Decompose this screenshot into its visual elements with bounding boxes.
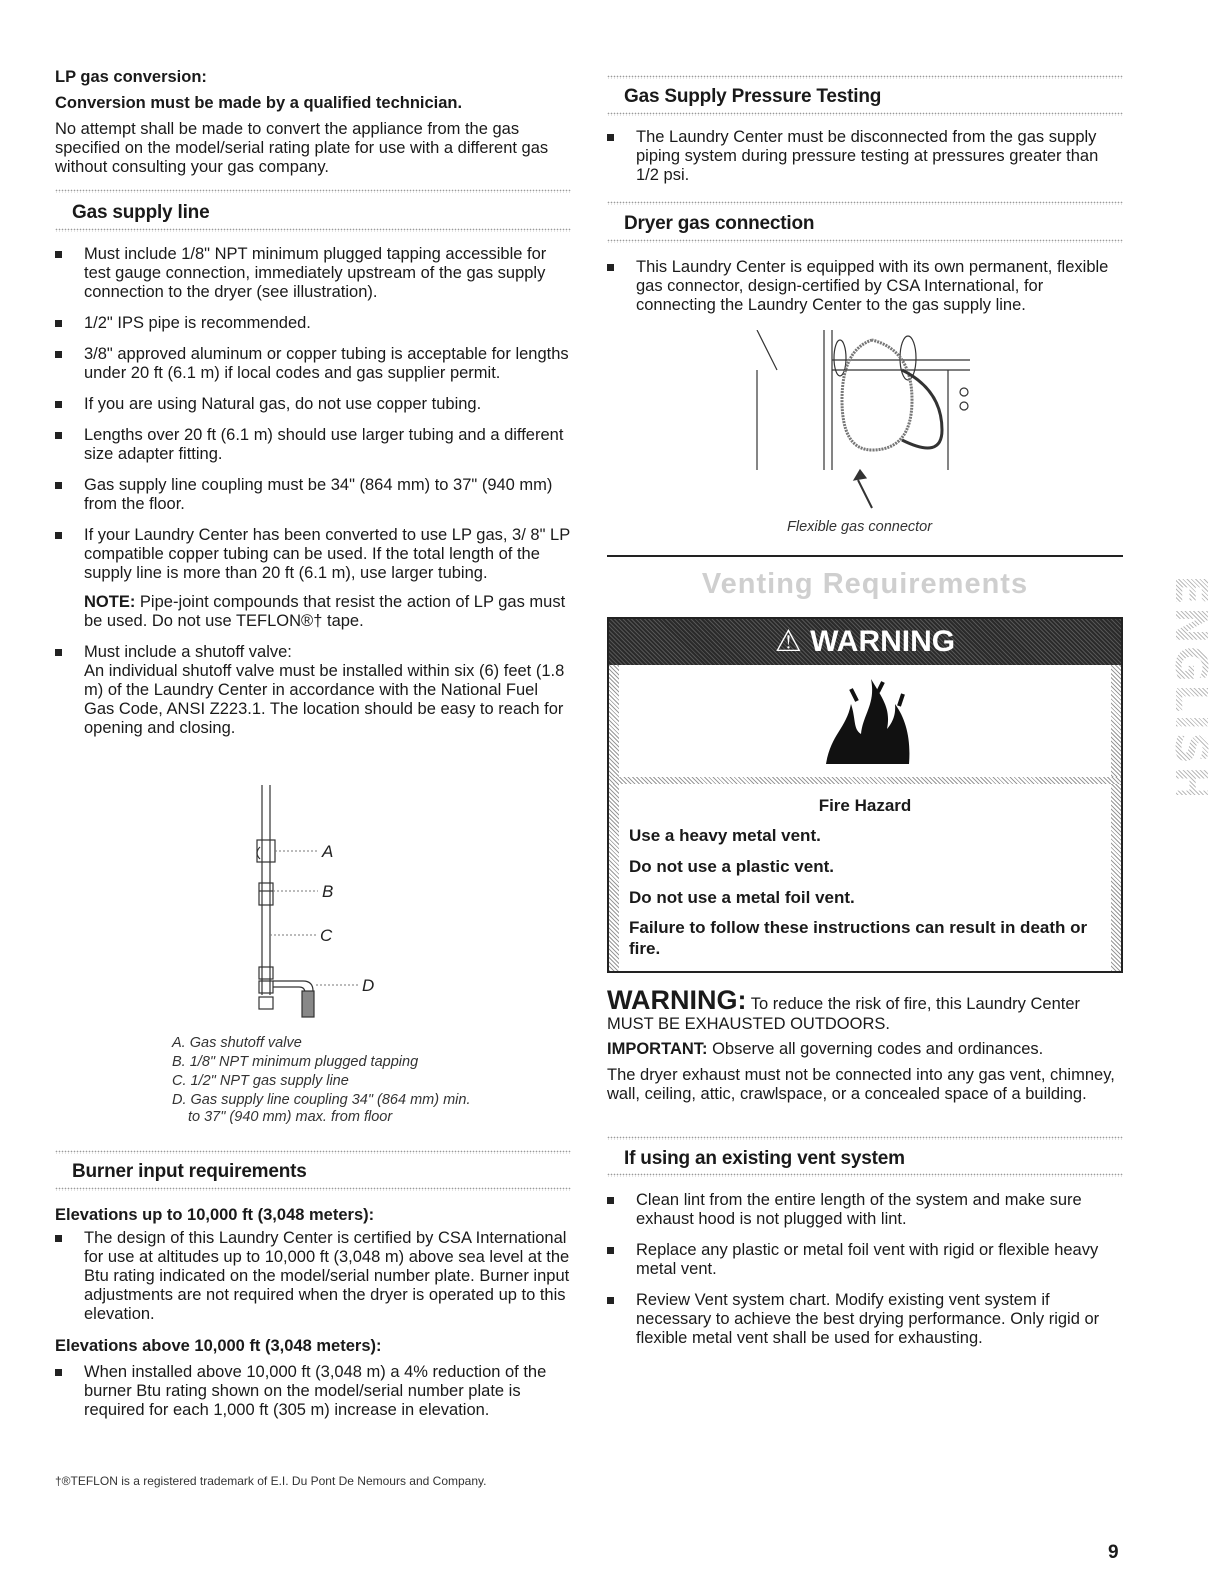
list-item: When installed above 10,000 ft (3,048 m) a 4% reduction of the burner Btu rating shown on the model/serial number plate is required for each 1,000 ft (305 m) increase in elevation.	[55, 1363, 571, 1420]
list-item: Review Vent system chart. Modify existing vent system if necessary to achieve the best drying performance. Only rigid or flexible metal vent shall be used for exhausting.	[607, 1291, 1123, 1348]
bullet-icon	[55, 649, 62, 656]
list-item: Must include a shutoff valve: An individual shutoff valve must be installed within six (6) feet (1.8 m) of the Laundry Center in accordance with the National Fuel Gas Code, ANSI Z223.1. The location should be easy to reach for opening and closing.	[55, 643, 571, 738]
caption-c: C. 1/2" NPT gas supply line	[172, 1073, 349, 1089]
bullet-icon	[607, 134, 614, 141]
divider	[607, 1173, 1123, 1177]
flexible-connector-illustration	[752, 330, 982, 510]
lp-subheading: Conversion must be made by a qualified technician.	[55, 94, 463, 112]
divider	[607, 1136, 1123, 1140]
label-c: C	[320, 926, 333, 945]
connector-caption: Flexible gas connector	[787, 519, 933, 535]
list-item: If you are using Natural gas, do not use copper tubing.	[55, 395, 571, 414]
list-item: The design of this Laundry Center is certified by CSA International for use at altitudes up to 10,000 ft (3,048 m) above sea level at the Btu rating indicated on the model/serial number plate. Burner input adjustments are not required when the dryer is operated up to this elevation.	[55, 1229, 571, 1324]
divider	[55, 189, 571, 193]
hatch-border	[1111, 665, 1121, 971]
divider	[607, 201, 1123, 205]
divider	[55, 1150, 571, 1154]
label-a: A	[322, 842, 334, 861]
warning-box	[607, 617, 1123, 973]
burner-list-2	[55, 1363, 571, 1420]
gas-supply-heading: Gas supply line	[72, 202, 210, 223]
existing-vent-list	[607, 1191, 1123, 1348]
bullet-icon	[55, 1235, 62, 1242]
lp-text: No attempt shall be made to convert the appliance from the gas specified on the model/serial rating plate for use with a different gas without consulting your gas company.	[55, 120, 549, 176]
footnote: †®TEFLON is a registered trademark of E.I. Du Pont De Nemours and Company.	[55, 1474, 487, 1488]
hatch-border	[609, 665, 619, 971]
important-note: IMPORTANT: Observe all governing codes and ordinances.	[607, 1040, 1044, 1058]
burner-list-1	[55, 1229, 571, 1324]
label-b: B	[322, 882, 334, 901]
warning-triangle-icon: ⚠	[774, 625, 802, 658]
caption-d: D. Gas supply line coupling 34" (864 mm) min.	[172, 1092, 471, 1108]
pressure-list	[607, 128, 1123, 185]
bullet-icon	[607, 1247, 614, 1254]
bullet-icon	[55, 401, 62, 408]
bullet-icon	[55, 351, 62, 358]
bullet-icon	[55, 1369, 62, 1376]
fire-icon	[821, 674, 921, 769]
bullet-icon	[55, 532, 62, 539]
list-item: Replace any plastic or metal foil vent with rigid or flexible heavy metal vent.	[607, 1241, 1123, 1279]
list-item: Gas supply line coupling must be 34" (864 mm) to 37" (940 mm) from the floor.	[55, 476, 571, 514]
list-item: If your Laundry Center has been converted to use LP gas, 3/ 8" LP compatible copper tubing can be used. If the total length of the supply line is more than 20 ft (6.1 m), use larger tubing.	[55, 526, 571, 583]
gas-pipe-illustration	[240, 785, 390, 1020]
lp-heading: LP gas conversion:	[55, 68, 207, 86]
bullet-icon	[607, 1197, 614, 1204]
list-item: Clean lint from the entire length of the system and make sure exhaust hood is not plugged with lint.	[607, 1191, 1123, 1229]
list-item: Lengths over 20 ft (6.1 m) should use larger tubing and a different size adapter fitting.	[55, 426, 571, 464]
existing-vent-heading: If using an existing vent system	[624, 1148, 905, 1169]
side-tab-english: ENGLISH	[1152, 575, 1212, 795]
divider	[607, 555, 1123, 557]
divider	[607, 239, 1123, 243]
bullet-icon	[55, 251, 62, 258]
burner-sub1: Elevations up to 10,000 ft (3,048 meters):	[55, 1206, 375, 1224]
list-item: Must include 1/8" NPT minimum plugged tapping accessible for test gauge connection, immediately upstream of the gas supply connection to the dryer (see illustration).	[55, 245, 571, 302]
divider	[55, 1187, 571, 1191]
bullet-icon	[607, 1297, 614, 1304]
burner-sub2: Elevations above 10,000 ft (3,048 meters):	[55, 1337, 382, 1355]
fire-hazard: Fire Hazard	[818, 796, 912, 815]
page-number: 9	[1108, 1542, 1119, 1563]
divider	[607, 75, 1123, 79]
divider	[55, 228, 571, 232]
gas-supply-list	[55, 245, 571, 738]
bullet-icon	[55, 320, 62, 327]
list-item: The Laundry Center must be disconnected from the gas supply piping system during pressure testing at pressures greater than 1/2 psi.	[607, 128, 1123, 185]
caption-b: B. 1/8" NPT minimum plugged tapping	[172, 1054, 419, 1070]
list-item: 3/8" approved aluminum or copper tubing is acceptable for lengths under 20 ft (6.1 m) if local codes and gas supplier permit.	[55, 345, 571, 383]
caption-a: A. Gas shutoff valve	[172, 1035, 302, 1051]
caption-d2: to 37" (940 mm) max. from floor	[188, 1109, 393, 1125]
dryer-gas-list	[607, 258, 1123, 315]
warning-exhaust: WARNING: To reduce the risk of fire, this Laundry Center MUST BE EXHAUSTED OUTDOORS.	[607, 985, 1081, 1033]
warning-line: Use a heavy metal vent.	[629, 826, 821, 845]
warning-banner: ⚠ WARNING	[609, 619, 1121, 665]
bullet-icon	[607, 264, 614, 271]
dryer-gas-heading: Dryer gas connection	[624, 213, 815, 234]
list-item: This Laundry Center is equipped with its own permanent, flexible gas connector, design-certified by CSA International, for connecting the Laundry Center to the gas supply line.	[607, 258, 1123, 315]
note: NOTE: Pipe-joint compounds that resist the action of LP gas must be used. Do not use TEFLON®† tape.	[84, 593, 566, 630]
venting-title: Venting Requirements	[701, 568, 1029, 600]
warning-failure: Failure to follow these instructions can result in death or fire.	[629, 918, 1088, 958]
exhaust-text: The dryer exhaust must not be connected into any gas vent, chimney, wall, ceiling, attic, crawlspace, or a concealed space of a building.	[607, 1066, 1115, 1103]
list-item: 1/2" IPS pipe is recommended.	[55, 314, 571, 333]
bullet-icon	[55, 482, 62, 489]
warning-line: Do not use a plastic vent.	[629, 857, 834, 876]
divider	[607, 112, 1123, 116]
burner-heading: Burner input requirements	[72, 1161, 307, 1182]
bullet-icon	[55, 432, 62, 439]
label-d: D	[362, 976, 375, 995]
pressure-heading: Gas Supply Pressure Testing	[624, 86, 882, 107]
hatch-divider	[609, 777, 1121, 784]
warning-line: Do not use a metal foil vent.	[629, 888, 855, 907]
